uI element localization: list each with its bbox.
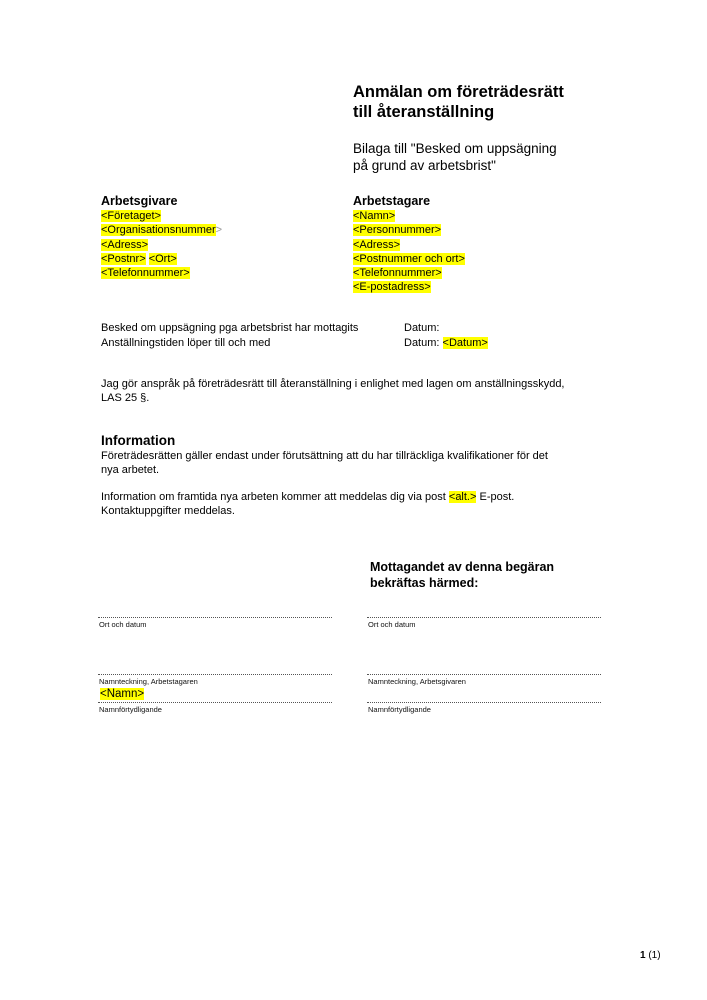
confirmation-heading: Mottagandet av denna begäran bekräftas härmed:	[370, 560, 555, 590]
employer-postnr-field[interactable]: <Postnr>	[101, 252, 146, 265]
employment-end-label: Anställningstiden löper till och med	[101, 337, 271, 349]
employer-heading: Arbetsgivare	[101, 194, 178, 208]
employee-name-field[interactable]: <Namn>	[353, 210, 396, 222]
employee-postal-field[interactable]: <Postnummer och ort>	[353, 252, 465, 265]
employer-org-number-field[interactable]: <Organisationsnummer	[101, 224, 216, 237]
document-title: Anmälan om företrädesrätt till återanställning	[353, 83, 564, 121]
employer-signature-line[interactable]: Namnteckning, Arbetsgivaren	[367, 674, 601, 686]
employee-block	[353, 194, 465, 295]
employer-phone-field[interactable]: <Telefonnummer>	[101, 267, 190, 280]
employee-heading: Arbetstagare	[353, 194, 431, 208]
dotted-line	[367, 702, 601, 703]
date-field[interactable]: <Datum>	[442, 337, 488, 349]
employee-name-field[interactable]: <Namn>	[100, 688, 145, 700]
employer-name-clarification-line[interactable]: Namnförtydligande	[367, 702, 601, 714]
employee-signature-line[interactable]: Namnteckning, Arbetstagaren	[98, 674, 332, 686]
document-subtitle: Bilaga till "Besked om uppsägning på grund av arbetsbrist"	[353, 141, 557, 173]
notice-date-label: Datum:	[404, 322, 440, 334]
employer-address-field[interactable]: <Adress>	[101, 238, 149, 251]
employer-city-field[interactable]: <Ort>	[148, 252, 177, 265]
information-paragraph-1: Företrädesrätten gäller endast under förutsättning att du har tillräckliga kvalifikationer för det nya arbetet.	[101, 450, 548, 477]
information-heading: Information	[101, 433, 176, 448]
employee-phone-field[interactable]: <Telefonnummer>	[353, 267, 442, 280]
employee-email-field[interactable]: <E-postadress>	[353, 281, 431, 294]
claim-text: Jag gör anspråk på företrädesrätt till återanställning i enlighet med lagen om anställningsskydd, LAS 25 §.	[101, 378, 565, 405]
dotted-line	[98, 702, 332, 703]
dotted-line	[98, 674, 332, 675]
notice-received-label: Besked om uppsägning pga arbetsbrist har mottagits	[101, 322, 359, 334]
employment-end-date: Datum: <Datum>	[404, 337, 488, 349]
employer-block: Arbetsgivare <Företaget> <Organisationsnummer> <Adress> <Postnr> <Ort> <Telefonnummer>	[101, 194, 223, 280]
employee-place-date-line[interactable]: Ort och datum	[98, 617, 332, 629]
employer-company-field[interactable]: <Företaget>	[101, 210, 161, 222]
alt-field[interactable]: <alt.>	[448, 491, 477, 503]
employee-name-clarification-value	[100, 687, 144, 701]
dotted-line	[98, 617, 332, 618]
dotted-line	[367, 617, 601, 618]
dotted-line	[367, 674, 601, 675]
information-paragraph-2: Information om framtida nya arbeten kommer att meddelas dig via post <alt.> E-post. Kontaktuppgifter meddelas.	[101, 491, 515, 518]
employer-place-date-line[interactable]: Ort och datum	[367, 617, 601, 629]
employee-address-field[interactable]: <Adress>	[353, 238, 401, 251]
page-number: 1 (1)	[640, 950, 661, 961]
employee-personal-number-field[interactable]: <Personnummer>	[353, 224, 442, 237]
employee-name-clarification-line[interactable]: Namnförtydligande	[98, 702, 332, 714]
